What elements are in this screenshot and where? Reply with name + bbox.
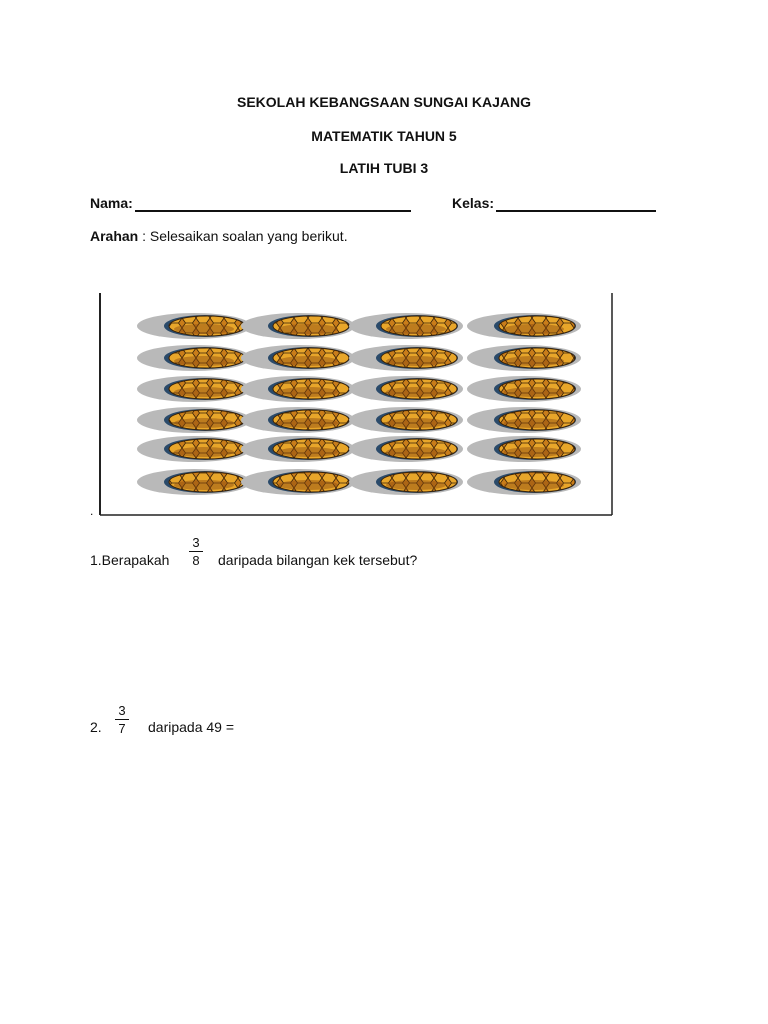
fraction-bar [115, 719, 129, 720]
cake-icon [137, 345, 251, 371]
cake-icon [241, 376, 355, 402]
question-1-prefix: 1.Berapakah [90, 552, 170, 568]
question-1-suffix: daripada bilangan kek tersebut? [218, 552, 418, 568]
cake-icon [137, 313, 251, 339]
stray-mark: . [90, 504, 94, 518]
cake-icon [137, 376, 251, 402]
fraction-numerator: 3 [118, 703, 126, 718]
cake-grid [98, 293, 614, 517]
cake-icon [349, 313, 463, 339]
cake-icon [467, 407, 581, 433]
cake-icon [467, 313, 581, 339]
cake-icon [241, 345, 355, 371]
cake-icon [241, 436, 355, 462]
cake-icon [349, 407, 463, 433]
cake-icon [349, 376, 463, 402]
name-label: Nama: [90, 195, 133, 211]
cake-icon [241, 313, 355, 339]
cake-icon [349, 469, 463, 495]
cake-icon [349, 345, 463, 371]
question-2-number: 2. [90, 719, 102, 735]
cake-icon [137, 469, 251, 495]
cake-icon [467, 376, 581, 402]
cake-icon [467, 345, 581, 371]
cake-icon [137, 436, 251, 462]
question-2-fraction [115, 703, 129, 736]
cake-icon [467, 436, 581, 462]
school-name: SEKOLAH KEBANGSAAN SUNGAI KAJANG [236, 94, 532, 110]
fraction-denominator: 8 [192, 553, 200, 568]
instruction [90, 228, 348, 244]
fraction-denominator: 7 [118, 721, 126, 736]
cake-icon [137, 407, 251, 433]
subject-title: MATEMATIK TAHUN 5 [311, 128, 457, 144]
cake-icon [241, 469, 355, 495]
fraction-numerator: 3 [192, 535, 200, 550]
cake-picture [98, 293, 614, 517]
question-2-suffix: daripada 49 = [148, 719, 235, 735]
exercise-title: LATIH TUBI 3 [339, 160, 429, 176]
fraction-bar [189, 551, 203, 552]
class-blank-line[interactable] [496, 210, 656, 212]
instruction-label: Arahan [90, 228, 139, 244]
cake-icon [467, 469, 581, 495]
cake-icon [241, 407, 355, 433]
instruction-text: : Selesaikan soalan yang berikut. [138, 228, 348, 244]
cake-icon [349, 436, 463, 462]
class-label: Kelas: [452, 195, 495, 211]
name-blank-line[interactable] [135, 210, 411, 212]
question-1-fraction [189, 535, 203, 568]
